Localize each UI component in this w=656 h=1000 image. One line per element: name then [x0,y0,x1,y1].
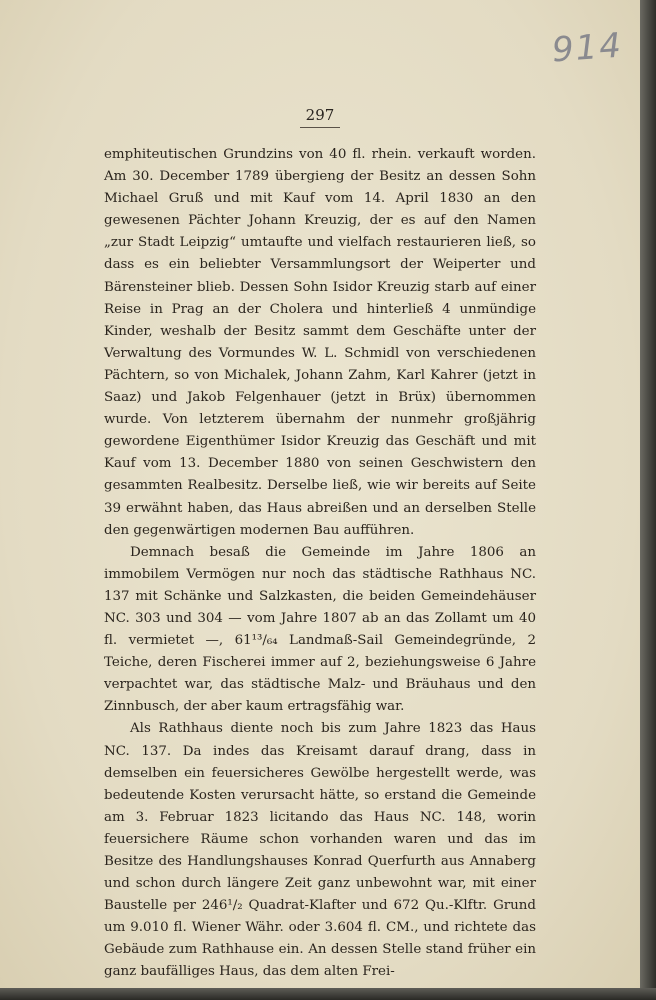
scan-background-bottom [0,988,656,1000]
page-number-rule [300,127,340,128]
scan-background-right [640,0,656,1000]
page-number: 297 [305,106,335,124]
body-text [104,144,536,984]
paragraph: Als Rathhaus diente noch bis zum Jahre 1823 das Haus NC. 137. Da indes das Kreisamt darauf drang, dass in demselben ein feuersicheres Gewölbe hergestellt werde, was bedeutende Kosten verursacht hätte, so erstand die Gemeinde am 3. Februar 1823 licitando das Haus NC. 148, worin feuersichere Räume schon vorhanden waren und das im Besitze des Handlungshauses Konrad Querfurth aus Annaberg und schon durch längere Zeit ganz unbewohnt war, mit einer Baustelle per 246¹/₂ Quadrat-Klafter und 672 Qu.-Klftr. Grund um 9.010 fl. Wiener Währ. oder 3.604 fl. CM., und richtete das Gebäude zum Rathhause ein. An dessen Stelle stand früher ein ganz baufälliges Haus, das dem alten Frei- [104,721,536,980]
paragraph: emphiteutischen Grundzins von 40 fl. rhein. verkauft worden. Am 30. December 1789 übergieng der Besitz an dessen Sohn Michael Gruß und mit Kauf vom 14. April 1830 an den gewesenen Pächter Johann Kreuzig, der es auf den Namen „zur Stadt Leipzig“ umtaufte und vielfach restaurieren ließ, so dass es ein beliebter Versammlungsort der Weiperter und Bärensteiner blieb. Dessen Sohn Isidor Kreuzig starb auf einer Reise in Prag an der Cholera und hinterließ 4 unmündige Kinder, weshalb der Besitz sammt dem Geschäfte unter der Verwaltung des Vormundes W. L. Schmidl von verschiedenen Pächtern, so von Michalek, Johann Zahm, Karl Kahrer (jetzt in Saaz) und Jakob Felgenhauer (jetzt in Brüx) übernommen wurde. Von letzterem übernahm der nunmehr großjährig gewordene Eigenthümer Isidor Kreuzig das Geschäft und mit Kauf vom 13. December 1880 von seinen Geschwistern den gesammten Realbesitz. Derselbe ließ, wie wir bereits auf Seite 39 erwähnt haben, das Haus abreißen und an derselben Stelle den gegenwärtigen modernen Bau aufführen. [104,147,536,538]
handwritten-annotation: 914 [550,25,625,71]
paragraph: Demnach besaß die Gemeinde im Jahre 1806 an immobilem Vermögen nur noch das städtische Rathhaus NC. 137 mit Schänke und Salzkasten, die beiden Gemeindehäuser NC. 303 und 304 — vom Jahre 1807 ab an das Zollamt um 40 fl. vermietet —, 61¹³/₆₄ Landmaß-Sail Gemeindegründe, 2 Teiche, deren Fischerei immer auf 2, beziehungsweise 6 Jahre verpachtet war, das städtische Malz- und Bräuhaus und den Zinnbusch, der aber kaum ertragsfähig war. [104,544,536,715]
